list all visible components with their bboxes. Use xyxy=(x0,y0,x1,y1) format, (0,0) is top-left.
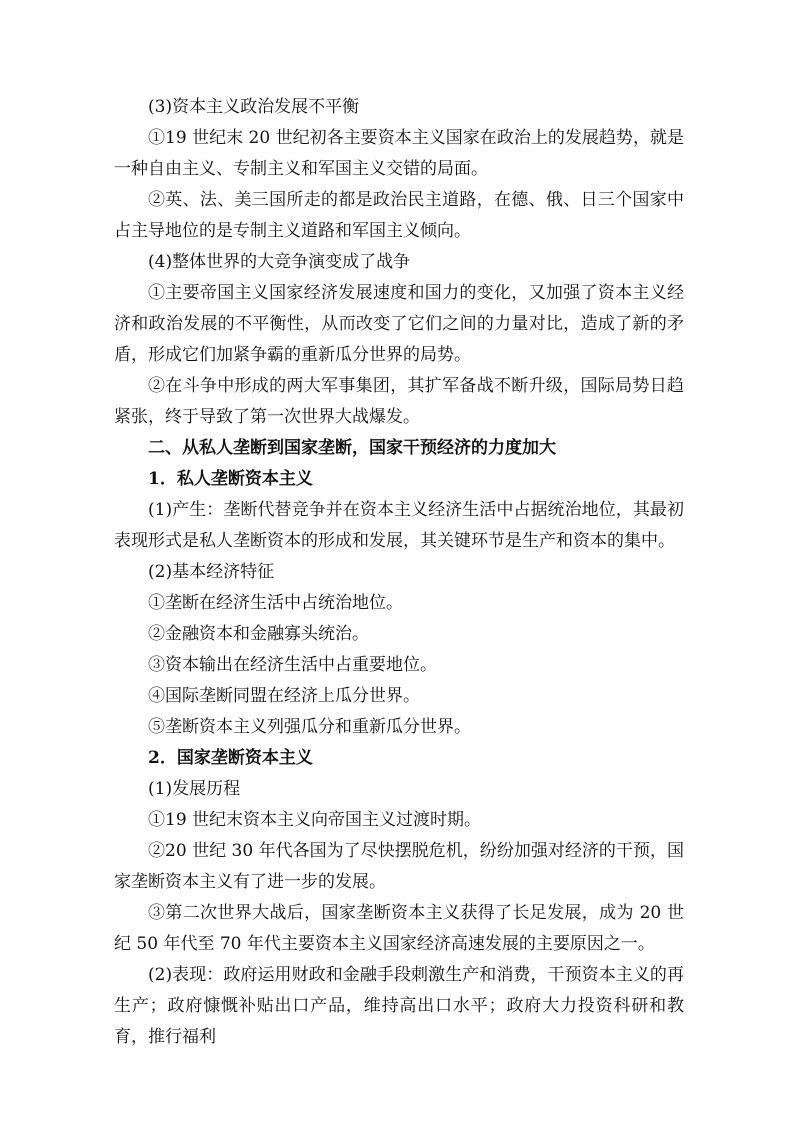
subsection-heading: 2．国家垄断资本主义 xyxy=(148,748,313,768)
paragraph-subheading: (1)发展历程 xyxy=(148,779,241,799)
paragraph: ②在斗争中形成的两大军事集团，其扩军备战不断升级，国际局势日趋紧张，终于导致了第一次世界大战爆发。 xyxy=(114,376,684,427)
paragraph: ①主要帝国主义国家经济发展速度和国力的变化，又加强了资本主义经济和政治发展的不平衡性，从而改变了它们之间的力量对比，造成了新的矛盾，形成它们加紧争霸的重新瓜分世界的局势。 xyxy=(114,283,684,365)
paragraph-section-3-heading: (3)资本主义政治发展不平衡 xyxy=(148,97,360,117)
paragraph-section-4-heading: (4)整体世界的大竞争演变成了战争 xyxy=(148,252,411,272)
list-item: ⑤垄断资本主义列强瓜分和重新瓜分世界。 xyxy=(148,717,471,737)
list-item: ④国际垄断同盟在经济上瓜分世界。 xyxy=(148,686,420,706)
paragraph: (2)表现：政府运用财政和金融手段刺激生产和消费，干预资本主义的再生产；政府慷慨补贴出口产品，维持高出口水平；政府大力投资科研和教育，推行福利 xyxy=(114,965,684,1047)
list-item: ②金融资本和金融寡头统治。 xyxy=(148,624,369,644)
list-item: ③资本输出在经济生活中占重要地位。 xyxy=(148,655,437,675)
list-item: ③第二次世界大战后，国家垄断资本主义获得了长足发展，成为 20 世纪 50 年代至 70 年代主要资本主义国家经济高速发展的主要原因之一。 xyxy=(114,903,684,954)
list-item: ②20 世纪 30 年代各国为了尽快摆脱危机，纷纷加强对经济的干预，国家垄断资本主义有了进一步的发展。 xyxy=(114,841,684,892)
subsection-heading: 1．私人垄断资本主义 xyxy=(148,469,313,489)
section-heading: 二、从私人垄断到国家垄断，国家干预经济的力度加大 xyxy=(148,438,556,458)
paragraph: (1)产生：垄断代替竞争并在资本主义经济生活中占据统治地位，其最初表现形式是私人垄断资本的形成和发展，其关键环节是生产和资本的集中。 xyxy=(114,500,684,551)
paragraph: ②英、法、美三国所走的都是政治民主道路，在德、俄、日三个国家中占主导地位的是专制主义道路和军国主义倾向。 xyxy=(114,190,684,241)
document-body xyxy=(114,92,684,1053)
paragraph: ①19 世纪末 20 世纪初各主要资本主义国家在政治上的发展趋势，就是一种自由主义、专制主义和军国主义交错的局面。 xyxy=(114,128,684,179)
list-item: ①19 世纪末资本主义向帝国主义过渡时期。 xyxy=(148,810,482,830)
list-item: ①垄断在经济生活中占统治地位。 xyxy=(148,593,403,613)
paragraph-subheading: (2)基本经济特征 xyxy=(148,562,275,582)
